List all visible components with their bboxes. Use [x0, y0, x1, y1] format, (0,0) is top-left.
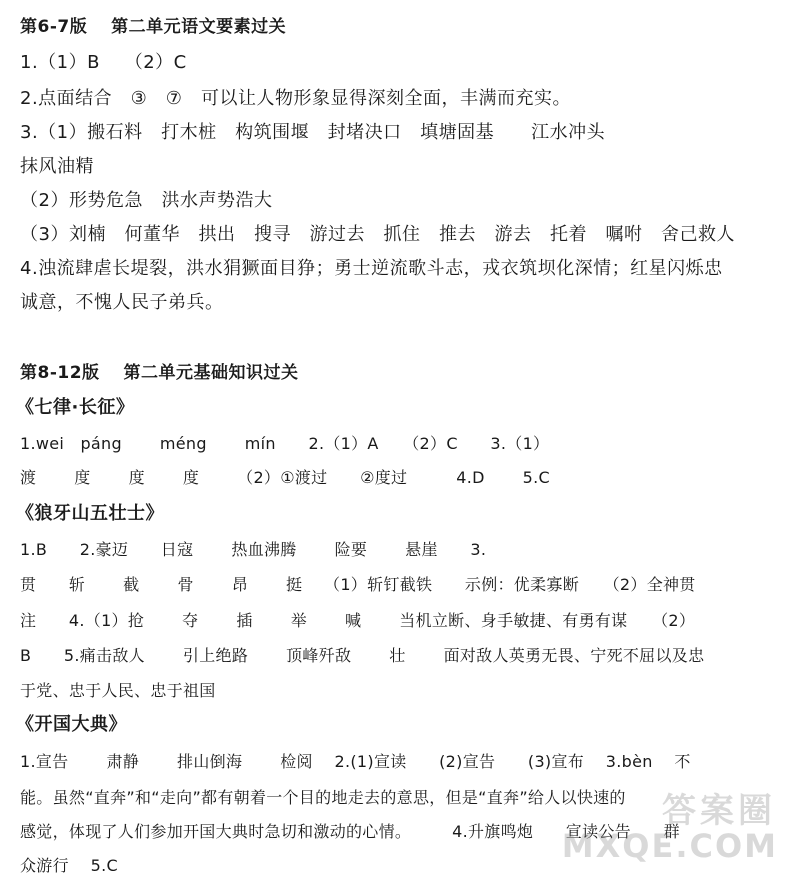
answer-line: 1.宣告 肃静 排山倒海 检阅 2.(1)宣读 (2)宣告 (3)宣布 3.bèn 不	[20, 752, 691, 771]
answer-line: 抹风油精	[20, 156, 94, 177]
answer-line: （2）形势危急 洪水声势浩大	[20, 190, 273, 211]
answer-line: 1.B 2.豪迈 日寇 热血沸腾 险要 悬崖 3.	[20, 540, 487, 559]
answer-line: 贯 斩 截 骨 昂 挺 （1）斩钉截铁 示例：优柔寡断 （2）全神贯	[20, 575, 696, 594]
answer-line: 2.点面结合 ③ ⑦ 可以让人物形象显得深刻全面，丰满而充实。	[20, 88, 571, 109]
watermark-domain: MXQE.COM	[561, 827, 778, 865]
answer-line: 能。虽然“直奔”和“走向”都有朝着一个目的地走去的意思，但是“直奔”给人以快速的	[20, 788, 626, 807]
answer-line: 3.（1）搬石料 打木桩 构筑围堰 封堵决口 填塘固基 江水冲头	[20, 122, 606, 143]
answer-line: 1.（1）B （2）C	[20, 52, 187, 73]
section-heading-6-7: 第6-7版 第二单元语文要素过关	[20, 17, 287, 37]
subsection-title-changzheng: 《七律·长征》	[16, 397, 135, 418]
answer-line: B 5.痛击敌人 引上绝路 顶峰歼敌 壮 面对敌人英勇无畏、宁死不屈以及忠	[20, 646, 705, 665]
answer-line: 1.wei páng méng mín 2.（1）A （2）C 3.（1）	[20, 434, 550, 453]
answer-line: 诚意，不愧人民子弟兵。	[20, 292, 224, 313]
section-heading-8-12: 第8-12版 第二单元基础知识过关	[20, 363, 299, 383]
watermark-logo-text: 答案圈	[662, 791, 776, 831]
answer-line: 感觉，体现了人们参加开国大典时急切和激动的心情。 4.升旗鸣炮 宣读公告 群	[20, 822, 680, 841]
subsection-title-langyashan: 《狼牙山五壮士》	[16, 503, 164, 524]
answer-line: 4.浊流肆虐长堤裂，洪水狷獗面目狰；勇士逆流歌斗志，戎衣筑坝化深情；红星闪烁忠	[20, 258, 723, 279]
answer-line: 众游行 5.C	[20, 856, 118, 875]
answer-line: （3）刘楠 何董华 拱出 搜寻 游过去 抓住 推去 游去 托着 嘱咐 舍己救人	[20, 224, 735, 245]
answer-line: 渡 度 度 度 （2）①渡过 ②度过 4.D 5.C	[20, 468, 551, 487]
answer-line: 注 4.（1）抢 夺 插 举 喊 当机立断、身手敏捷、有勇有谋 （2）	[20, 611, 696, 630]
answer-line: 于党、忠于人民、忠于祖国	[20, 681, 216, 700]
subsection-title-kaiguodadian: 《开国大典》	[16, 714, 127, 735]
